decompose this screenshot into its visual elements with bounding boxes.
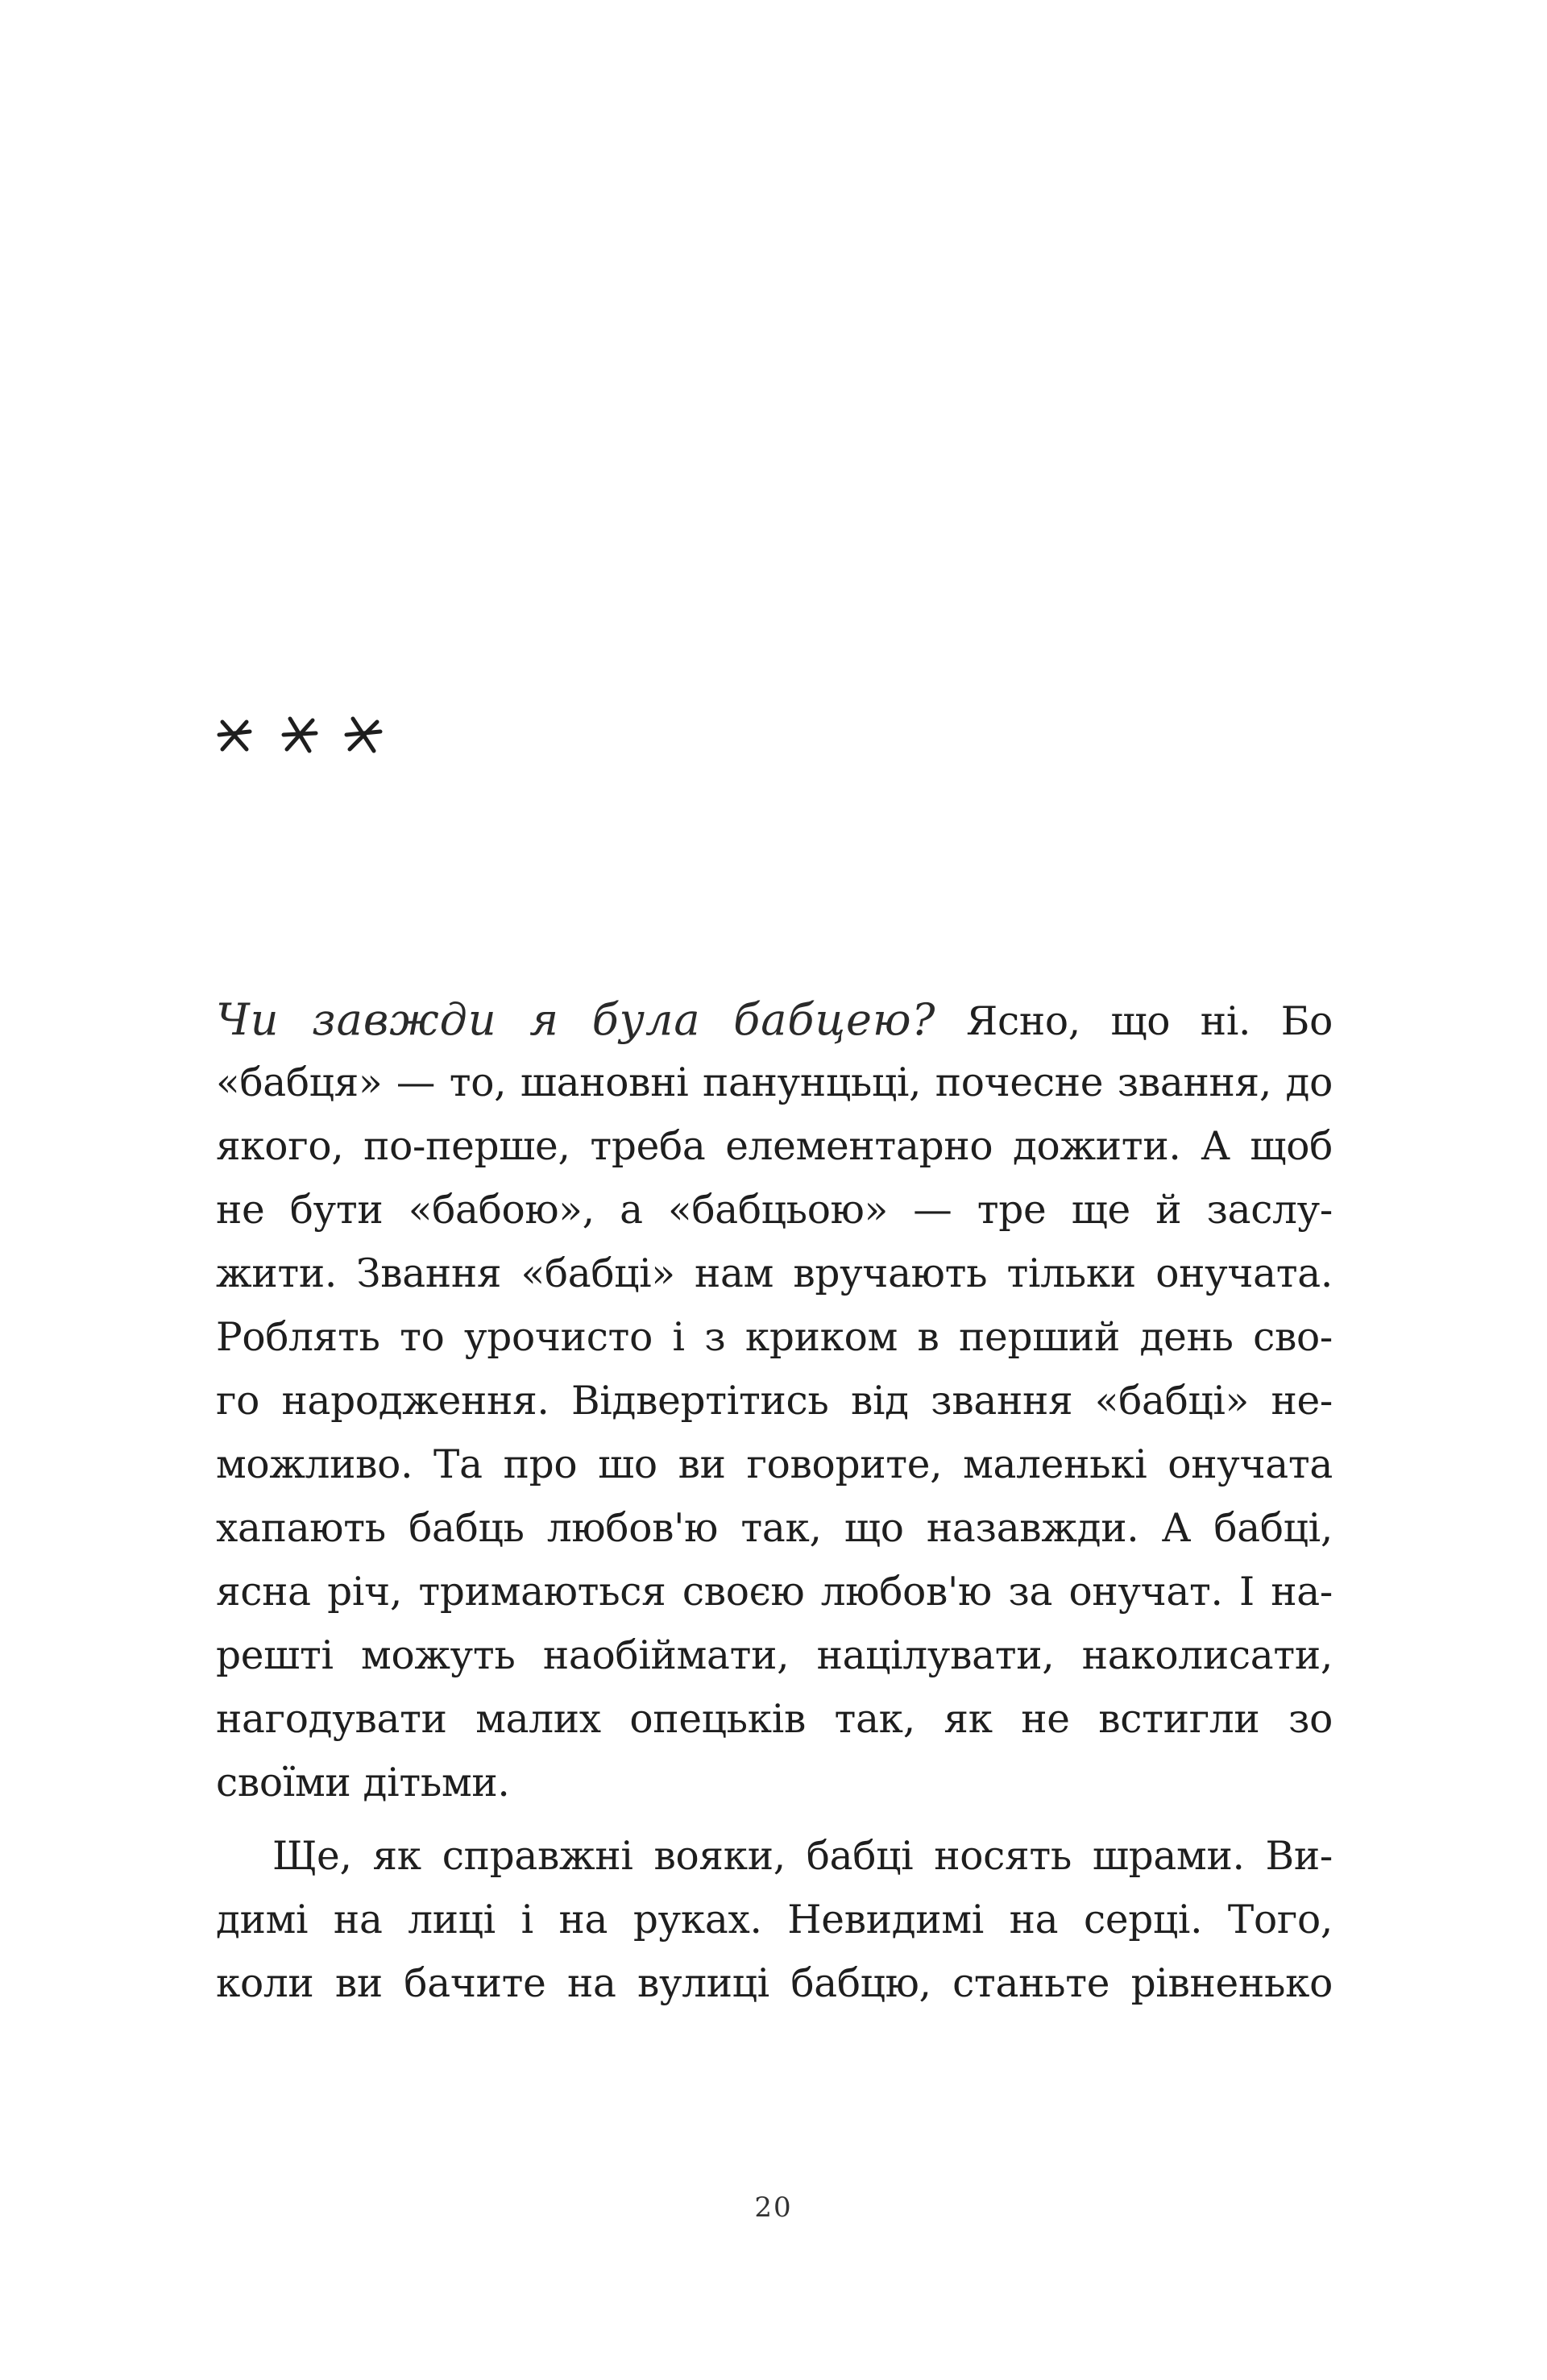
text-line: коли ви бачите на вулиці бабцю, станьте рівненько xyxy=(216,1961,1333,2006)
paragraph-gap xyxy=(216,1815,1333,1825)
text-line: нагодувати малих опецьків так, як не встигли зо xyxy=(216,1697,1333,1742)
text-line: жити. Звання «бабці» нам вручають тільки онучата. xyxy=(216,1251,1333,1296)
text-line: ясна річ, тримаються своєю любов'ю за онучат. І на- xyxy=(216,1569,1333,1615)
asterisk-2 xyxy=(284,719,316,751)
text-line: хапають бабць любов'ю так, що назавжди. А бабці, xyxy=(216,1506,1333,1551)
text-line: Ще, як справжні вояки, бабці носять шрами. Ви- xyxy=(272,1834,1333,1879)
paragraph-1 xyxy=(216,988,1333,1815)
text-line: не бути «бабою», а «бабцьою» — тре ще й заслу- xyxy=(216,1188,1333,1233)
text-line: решті можуть наобіймати, націлувати, наколисати, xyxy=(216,1633,1333,1678)
body-text xyxy=(216,988,1333,2016)
text-line: Чи завжди я була бабцею? Ясно, що ні. Бо xyxy=(216,994,1333,1045)
page-number: 20 xyxy=(754,2191,793,2224)
text-line: димі на лиці і на руках. Невидимі на серці. Того, xyxy=(216,1897,1333,1943)
section-separator xyxy=(216,707,393,764)
text-line: Роблять то урочисто і з криком в перший день сво- xyxy=(216,1315,1333,1360)
text-line: «бабця» — то, шановні панунцьці, почесне звання, до xyxy=(216,1060,1333,1105)
text-line: якого, по-перше, треба елементарно дожити. А щоб xyxy=(216,1124,1333,1169)
three-handwritten-asterisks-icon xyxy=(216,707,393,764)
text-line: своїми дітьми. xyxy=(216,1760,510,1806)
asterisk-1 xyxy=(219,722,250,749)
text-line: можливо. Та про шо ви говорите, маленькі онучата xyxy=(216,1442,1333,1487)
asterisk-3 xyxy=(346,719,380,751)
text-line: го народження. Відвертітись від звання «бабці» не- xyxy=(216,1379,1333,1424)
lead-handwritten-phrase: Чи завжди я була бабцею? xyxy=(216,994,936,1045)
paragraph-2 xyxy=(216,1825,1333,2016)
